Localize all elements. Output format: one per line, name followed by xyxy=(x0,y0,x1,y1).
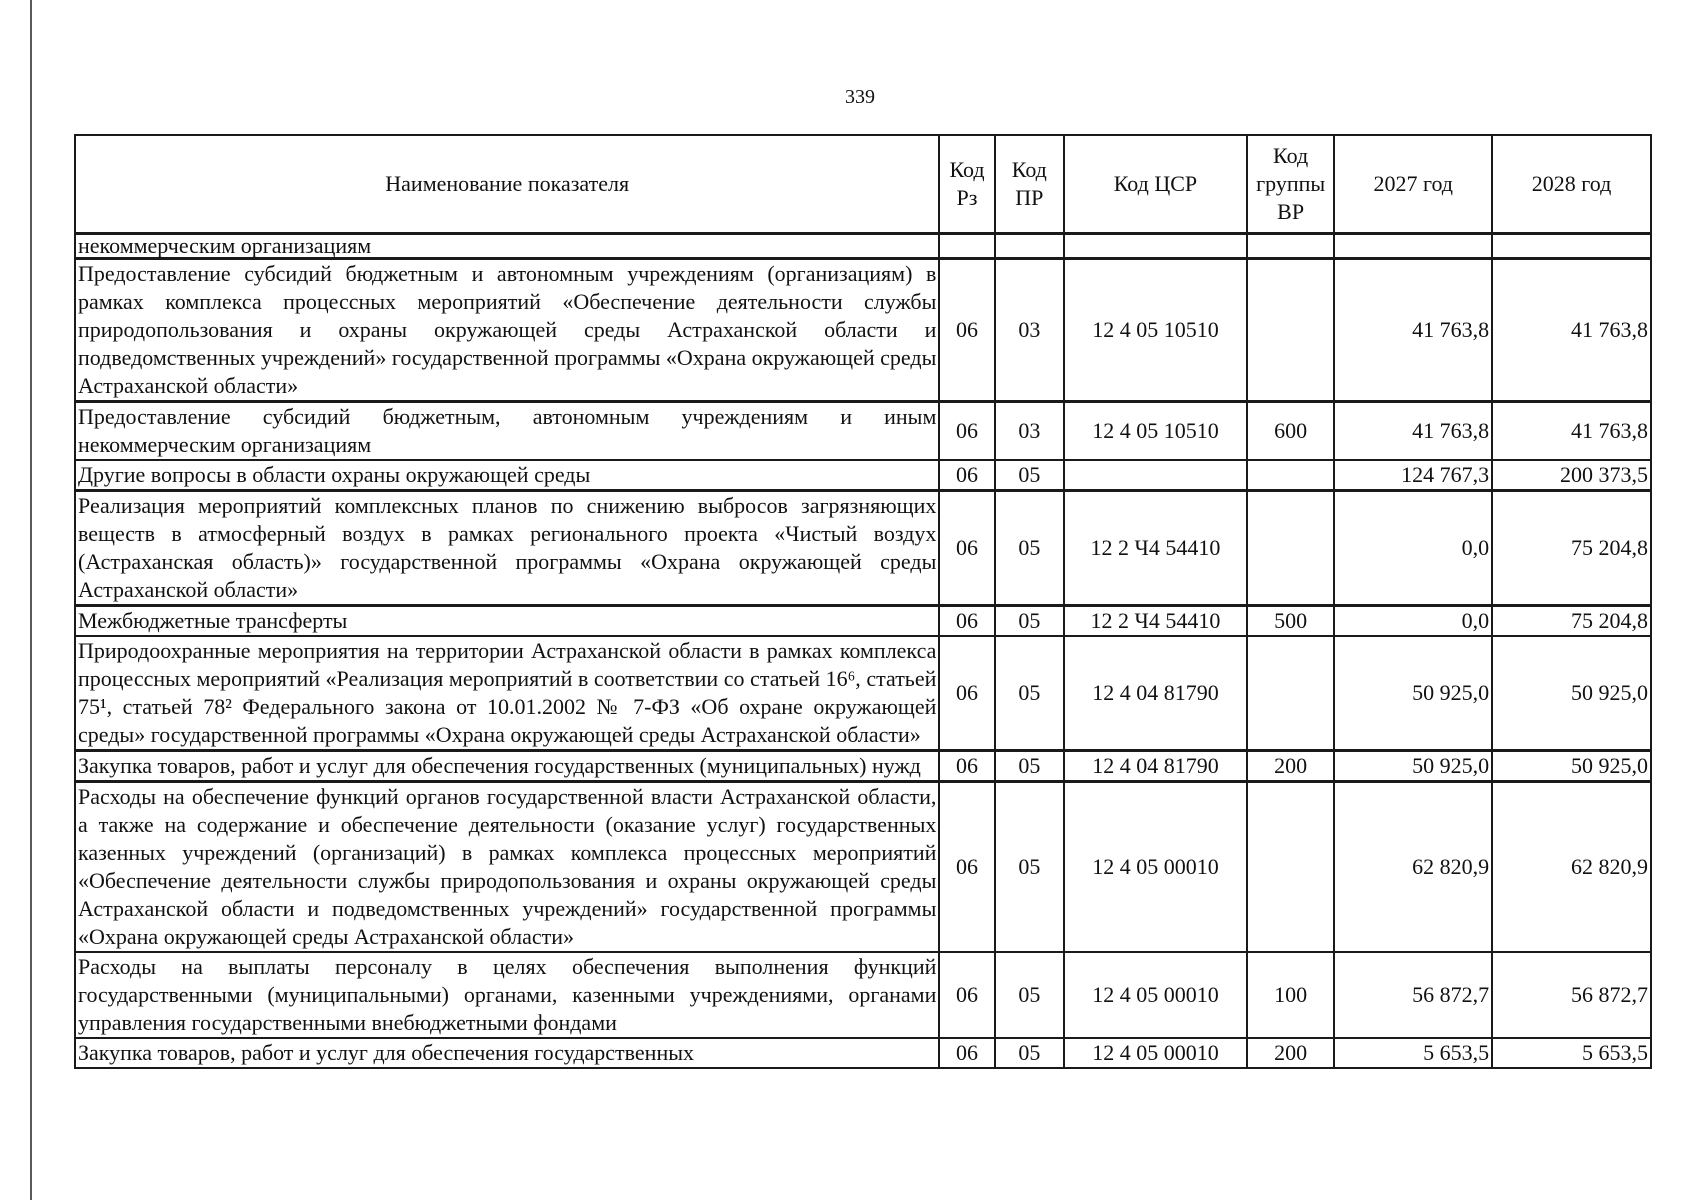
header-pr: Код ПР xyxy=(995,135,1064,234)
row-rz: 06 xyxy=(939,1038,994,1068)
table-row xyxy=(75,636,1651,751)
row-csr: 12 2 Ч4 54410 xyxy=(1064,491,1247,606)
row-2028: 41 763,8 xyxy=(1492,402,1651,461)
table-row xyxy=(75,259,1651,402)
table-row xyxy=(75,782,1651,953)
table-row xyxy=(75,1038,1651,1068)
row-vr xyxy=(1247,460,1334,491)
header-2028: 2028 год xyxy=(1492,135,1651,234)
row-vr: 100 xyxy=(1247,952,1334,1038)
row-name: некоммерческим организациям xyxy=(75,234,939,259)
row-2027: 41 763,8 xyxy=(1334,402,1492,461)
row-2028 xyxy=(1492,234,1651,259)
row-rz: 06 xyxy=(939,259,994,402)
row-name: Природоохранные мероприятия на территории Астраханской области в рамках комплекса процессных мероприятий «Реализация мероприятий в соответствии со статьей 16⁶, статьей 75¹, статьей 78² Федерального закона от 10.01.2002 № 7-ФЗ «Об охране окружающей среды» государственной программы «Охрана окружающей среды Астраханской области» xyxy=(75,636,939,751)
row-vr: 500 xyxy=(1247,606,1334,637)
row-rz: 06 xyxy=(939,751,994,782)
row-vr xyxy=(1247,234,1334,259)
table-row xyxy=(75,491,1651,606)
header-name: Наименование показателя xyxy=(75,135,939,234)
row-rz xyxy=(939,234,994,259)
row-vr: 200 xyxy=(1247,1038,1334,1068)
row-2027: 50 925,0 xyxy=(1334,751,1492,782)
row-2027: 0,0 xyxy=(1334,606,1492,637)
row-name: Другие вопросы в области охраны окружающей среды xyxy=(75,460,939,491)
row-2027: 5 653,5 xyxy=(1334,1038,1492,1068)
row-vr xyxy=(1247,636,1334,751)
row-name: Закупка товаров, работ и услуг для обеспечения государственных (муниципальных) нужд xyxy=(75,751,939,782)
row-name: Реализация мероприятий комплексных планов по снижению выбросов загрязняющих веществ в атмосферный воздух в рамках регионального проекта «Чистый воздух (Астраханская область)» государственной программы «Охрана окружающей среды Астраханской области» xyxy=(75,491,939,606)
row-csr: 12 4 05 00010 xyxy=(1064,1038,1247,1068)
row-pr: 05 xyxy=(995,460,1064,491)
table-header-row xyxy=(75,135,1651,234)
table-row xyxy=(75,606,1651,637)
row-name: Расходы на выплаты персоналу в целях обеспечения выполнения функций государственными (муниципальными) органами, казенными учреждениями, органами управления государственными внебюджетными фондами xyxy=(75,952,939,1038)
row-2028: 50 925,0 xyxy=(1492,751,1651,782)
table-row xyxy=(75,402,1651,461)
row-csr xyxy=(1064,234,1247,259)
row-rz: 06 xyxy=(939,952,994,1038)
row-rz: 06 xyxy=(939,402,994,461)
row-csr: 12 4 05 00010 xyxy=(1064,782,1247,953)
row-2028: 56 872,7 xyxy=(1492,952,1651,1038)
table-row xyxy=(75,460,1651,491)
row-rz: 06 xyxy=(939,460,994,491)
header-rz: Код Рз xyxy=(939,135,994,234)
row-csr xyxy=(1064,460,1247,491)
row-2028: 75 204,8 xyxy=(1492,491,1651,606)
page-number: 339 xyxy=(845,86,875,108)
budget-table xyxy=(74,134,1652,1069)
row-2028: 75 204,8 xyxy=(1492,606,1651,637)
table-row xyxy=(75,751,1651,782)
row-rz: 06 xyxy=(939,606,994,637)
row-pr: 05 xyxy=(995,491,1064,606)
row-pr: 05 xyxy=(995,636,1064,751)
row-vr: 200 xyxy=(1247,751,1334,782)
header-vr: Код группы ВР xyxy=(1247,135,1334,234)
row-name: Предоставление субсидий бюджетным и автономным учреждениям (организациям) в рамках комплекса процессных мероприятий «Обеспечение деятельности службы природопользования и охраны окружающей среды Астраханской области и подведомственных учреждений» государственной программы «Охрана окружающей среды Астраханской области» xyxy=(75,259,939,402)
row-2027: 41 763,8 xyxy=(1334,259,1492,402)
table-row xyxy=(75,952,1651,1038)
row-vr xyxy=(1247,491,1334,606)
row-name: Межбюджетные трансферты xyxy=(75,606,939,637)
row-2027: 50 925,0 xyxy=(1334,636,1492,751)
row-csr: 12 4 04 81790 xyxy=(1064,636,1247,751)
row-rz: 06 xyxy=(939,782,994,953)
row-csr: 12 4 05 10510 xyxy=(1064,259,1247,402)
row-csr: 12 4 05 10510 xyxy=(1064,402,1247,461)
left-margin-line xyxy=(30,0,32,1200)
row-pr: 03 xyxy=(995,402,1064,461)
row-vr: 600 xyxy=(1247,402,1334,461)
row-pr: 05 xyxy=(995,952,1064,1038)
row-2028: 41 763,8 xyxy=(1492,259,1651,402)
row-pr xyxy=(995,234,1064,259)
row-2027 xyxy=(1334,234,1492,259)
row-2028: 50 925,0 xyxy=(1492,636,1651,751)
row-2027: 0,0 xyxy=(1334,491,1492,606)
row-csr: 12 2 Ч4 54410 xyxy=(1064,606,1247,637)
row-rz: 06 xyxy=(939,491,994,606)
row-pr: 05 xyxy=(995,751,1064,782)
row-vr xyxy=(1247,782,1334,953)
row-2027: 124 767,3 xyxy=(1334,460,1492,491)
row-name: Предоставление субсидий бюджетным, автономным учреждениям и иным некоммерческим организациям xyxy=(75,402,939,461)
row-name: Закупка товаров, работ и услуг для обеспечения государственных xyxy=(75,1038,939,1068)
row-pr: 05 xyxy=(995,782,1064,953)
row-2028: 62 820,9 xyxy=(1492,782,1651,953)
row-csr: 12 4 05 00010 xyxy=(1064,952,1247,1038)
table-row xyxy=(75,234,1651,259)
row-name: Расходы на обеспечение функций органов государственной власти Астраханской области, а также на содержание и обеспечение деятельности (оказание услуг) государственных казенных учреждений (организаций) в рамках комплекса процессных мероприятий «Обеспечение деятельности службы природопользования и охраны окружающей среды Астраханской области и подведомственных учреждений» государственной программы «Охрана окружающей среды Астраханской области» xyxy=(75,782,939,953)
header-csr: Код ЦСР xyxy=(1064,135,1247,234)
row-2028: 200 373,5 xyxy=(1492,460,1651,491)
row-pr: 03 xyxy=(995,259,1064,402)
row-vr xyxy=(1247,259,1334,402)
row-pr: 05 xyxy=(995,1038,1064,1068)
row-2028: 5 653,5 xyxy=(1492,1038,1651,1068)
row-csr: 12 4 04 81790 xyxy=(1064,751,1247,782)
row-2027: 62 820,9 xyxy=(1334,782,1492,953)
row-pr: 05 xyxy=(995,606,1064,637)
row-2027: 56 872,7 xyxy=(1334,952,1492,1038)
header-2027: 2027 год xyxy=(1334,135,1492,234)
row-rz: 06 xyxy=(939,636,994,751)
